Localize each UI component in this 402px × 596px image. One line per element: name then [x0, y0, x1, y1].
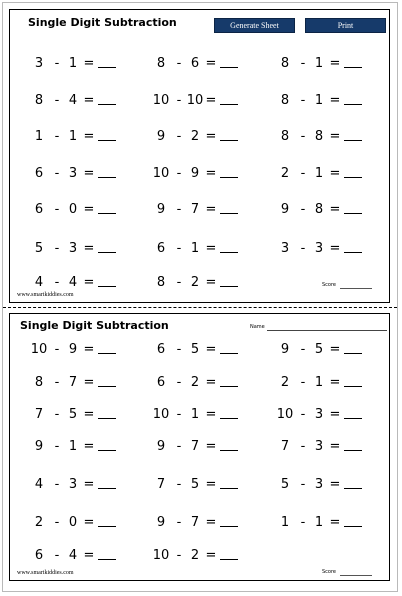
minuend: 8: [156, 275, 166, 290]
minuend: 9: [156, 439, 166, 454]
equals-sign: =: [329, 129, 341, 144]
minuend: 4: [34, 477, 44, 492]
minus-sign: -: [54, 241, 60, 256]
answer-blank[interactable]: [220, 92, 238, 105]
subtrahend: 9: [68, 342, 78, 357]
answer-blank[interactable]: [344, 240, 362, 253]
problem-row: [10, 55, 389, 73]
minuend: 2: [280, 166, 290, 181]
minuend: 9: [280, 202, 290, 217]
subtrahend: 0: [68, 202, 78, 217]
equals-sign: =: [83, 129, 95, 144]
equals-sign: =: [205, 375, 217, 390]
answer-blank[interactable]: [344, 201, 362, 214]
name-label: Name: [250, 324, 265, 330]
minus-sign: -: [54, 515, 60, 530]
minuend: 6: [156, 375, 166, 390]
cut-line: [3, 307, 397, 308]
subtrahend: 9: [190, 166, 200, 181]
worksheet-1: [9, 9, 390, 303]
equals-sign: =: [205, 241, 217, 256]
answer-blank[interactable]: [344, 55, 362, 68]
answer-blank[interactable]: [98, 514, 116, 527]
answer-blank[interactable]: [220, 128, 238, 141]
answer-blank[interactable]: [344, 406, 362, 419]
answer-blank[interactable]: [220, 547, 238, 560]
minuend: 10: [152, 166, 170, 181]
answer-blank[interactable]: [98, 201, 116, 214]
minuend: 6: [34, 202, 44, 217]
minus-sign: -: [176, 202, 182, 217]
equals-sign: =: [329, 93, 341, 108]
subtrahend: 2: [190, 129, 200, 144]
equals-sign: =: [205, 477, 217, 492]
equals-sign: =: [205, 166, 217, 181]
worksheet-title: Single Digit Subtraction: [28, 16, 177, 29]
answer-blank[interactable]: [344, 438, 362, 451]
generate-sheet-button[interactable]: Generate Sheet: [214, 18, 295, 33]
minus-sign: -: [300, 93, 306, 108]
problem-row: [10, 406, 389, 424]
minuend: 8: [34, 93, 44, 108]
equals-sign: =: [329, 515, 341, 530]
minuend: 9: [156, 129, 166, 144]
minus-sign: -: [300, 439, 306, 454]
subtrahend: 0: [68, 515, 78, 530]
subtrahend: 10: [186, 93, 204, 108]
subtrahend: 8: [314, 202, 324, 217]
subtrahend: 8: [314, 129, 324, 144]
equals-sign: =: [83, 515, 95, 530]
subtrahend: 3: [68, 166, 78, 181]
minus-sign: -: [300, 129, 306, 144]
equals-sign: =: [83, 93, 95, 108]
problem-row: [10, 438, 389, 456]
subtrahend: 2: [190, 548, 200, 563]
equals-sign: =: [205, 439, 217, 454]
minuend: 6: [34, 166, 44, 181]
subtrahend: 3: [68, 477, 78, 492]
minuend: 7: [34, 407, 44, 422]
subtrahend: 1: [68, 129, 78, 144]
minuend: 9: [34, 439, 44, 454]
problem-row: [10, 341, 389, 359]
answer-blank[interactable]: [98, 240, 116, 253]
minus-sign: -: [176, 166, 182, 181]
minus-sign: -: [54, 342, 60, 357]
minus-sign: -: [54, 439, 60, 454]
minus-sign: -: [300, 515, 306, 530]
subtrahend: 3: [314, 407, 324, 422]
equals-sign: =: [205, 548, 217, 563]
answer-blank[interactable]: [344, 374, 362, 387]
subtrahend: 1: [314, 375, 324, 390]
subtrahend: 3: [314, 241, 324, 256]
subtrahend: 4: [68, 548, 78, 563]
subtrahend: 2: [190, 375, 200, 390]
subtrahend: 1: [68, 56, 78, 71]
minus-sign: -: [300, 56, 306, 71]
equals-sign: =: [83, 275, 95, 290]
subtrahend: 7: [190, 439, 200, 454]
answer-blank[interactable]: [98, 374, 116, 387]
score-label: Score: [322, 569, 337, 575]
site-credit: www.smartkiddies.com: [17, 570, 74, 576]
subtrahend: 7: [68, 375, 78, 390]
minus-sign: -: [300, 375, 306, 390]
problem-row: [10, 92, 389, 110]
minus-sign: -: [54, 477, 60, 492]
name-blank: [267, 330, 387, 331]
answer-blank[interactable]: [98, 476, 116, 489]
minuend: 8: [280, 56, 290, 71]
equals-sign: =: [329, 477, 341, 492]
minus-sign: -: [300, 202, 306, 217]
problem-row: [10, 128, 389, 146]
equals-sign: =: [205, 407, 217, 422]
answer-blank[interactable]: [98, 55, 116, 68]
equals-sign: =: [83, 241, 95, 256]
equals-sign: =: [205, 202, 217, 217]
equals-sign: =: [205, 93, 217, 108]
problem-row: [10, 547, 389, 565]
minuend: 8: [156, 56, 166, 71]
subtrahend: 2: [190, 275, 200, 290]
answer-blank[interactable]: [98, 547, 116, 560]
subtrahend: 3: [314, 439, 324, 454]
answer-blank[interactable]: [220, 240, 238, 253]
equals-sign: =: [329, 342, 341, 357]
problem-row: [10, 476, 389, 494]
minuend: 6: [156, 342, 166, 357]
minus-sign: -: [54, 129, 60, 144]
minuend: 9: [156, 202, 166, 217]
equals-sign: =: [205, 515, 217, 530]
minuend: 8: [34, 375, 44, 390]
answer-blank[interactable]: [98, 92, 116, 105]
equals-sign: =: [83, 548, 95, 563]
answer-blank[interactable]: [98, 274, 116, 287]
minuend: 4: [34, 275, 44, 290]
minus-sign: -: [300, 166, 306, 181]
equals-sign: =: [329, 202, 341, 217]
answer-blank[interactable]: [220, 514, 238, 527]
answer-blank[interactable]: [344, 128, 362, 141]
equals-sign: =: [83, 202, 95, 217]
answer-blank[interactable]: [98, 406, 116, 419]
minus-sign: -: [176, 275, 182, 290]
print-button[interactable]: Print: [305, 18, 386, 33]
minus-sign: -: [176, 407, 182, 422]
answer-blank[interactable]: [344, 165, 362, 178]
minus-sign: -: [54, 548, 60, 563]
minuend: 2: [34, 515, 44, 530]
minuend: 9: [280, 342, 290, 357]
subtrahend: 1: [68, 439, 78, 454]
equals-sign: =: [205, 275, 217, 290]
subtrahend: 1: [314, 93, 324, 108]
equals-sign: =: [83, 166, 95, 181]
subtrahend: 7: [190, 202, 200, 217]
equals-sign: =: [205, 129, 217, 144]
problem-row: [10, 165, 389, 183]
equals-sign: =: [329, 407, 341, 422]
minus-sign: -: [300, 241, 306, 256]
subtrahend: 3: [314, 477, 324, 492]
subtrahend: 1: [190, 407, 200, 422]
minus-sign: -: [300, 477, 306, 492]
minus-sign: -: [54, 275, 60, 290]
minus-sign: -: [176, 129, 182, 144]
answer-blank[interactable]: [220, 438, 238, 451]
problem-row: [10, 514, 389, 532]
minuend: 3: [280, 241, 290, 256]
minus-sign: -: [54, 166, 60, 181]
equals-sign: =: [83, 407, 95, 422]
minuend: 10: [152, 407, 170, 422]
minus-sign: -: [300, 407, 306, 422]
answer-blank[interactable]: [220, 55, 238, 68]
equals-sign: =: [83, 56, 95, 71]
equals-sign: =: [329, 241, 341, 256]
answer-blank[interactable]: [220, 201, 238, 214]
minus-sign: -: [54, 407, 60, 422]
subtrahend: 7: [190, 515, 200, 530]
subtrahend: 6: [190, 56, 200, 71]
minus-sign: -: [176, 93, 182, 108]
answer-blank[interactable]: [220, 165, 238, 178]
problem-row: [10, 240, 389, 258]
minuend: 7: [280, 439, 290, 454]
answer-blank[interactable]: [220, 274, 238, 287]
answer-blank[interactable]: [98, 165, 116, 178]
equals-sign: =: [329, 375, 341, 390]
minuend: 1: [34, 129, 44, 144]
minuend: 1: [280, 515, 290, 530]
minuend: 2: [280, 375, 290, 390]
minuend: 8: [280, 129, 290, 144]
subtrahend: 5: [190, 342, 200, 357]
minus-sign: -: [176, 241, 182, 256]
minus-sign: -: [176, 342, 182, 357]
equals-sign: =: [205, 342, 217, 357]
answer-blank[interactable]: [220, 374, 238, 387]
subtrahend: 5: [314, 342, 324, 357]
answer-blank[interactable]: [220, 341, 238, 354]
minus-sign: -: [54, 93, 60, 108]
equals-sign: =: [329, 56, 341, 71]
subtrahend: 4: [68, 275, 78, 290]
score-blank: [340, 575, 372, 576]
minuend: 10: [276, 407, 294, 422]
problem-row: [10, 374, 389, 392]
answer-blank[interactable]: [98, 128, 116, 141]
answer-blank[interactable]: [344, 341, 362, 354]
answer-blank[interactable]: [98, 438, 116, 451]
subtrahend: 1: [190, 241, 200, 256]
minus-sign: -: [176, 56, 182, 71]
minuend: 8: [280, 93, 290, 108]
answer-blank[interactable]: [98, 341, 116, 354]
score-label: Score: [322, 282, 337, 288]
equals-sign: =: [83, 375, 95, 390]
minuend: 6: [34, 548, 44, 563]
equals-sign: =: [83, 477, 95, 492]
subtrahend: 1: [314, 515, 324, 530]
answer-blank[interactable]: [344, 92, 362, 105]
answer-blank[interactable]: [220, 476, 238, 489]
minuend: 6: [156, 241, 166, 256]
subtrahend: 5: [190, 477, 200, 492]
score-blank: [340, 288, 372, 289]
minuend: 5: [34, 241, 44, 256]
minuend: 5: [280, 477, 290, 492]
subtrahend: 1: [314, 166, 324, 181]
minus-sign: -: [176, 515, 182, 530]
equals-sign: =: [329, 166, 341, 181]
equals-sign: =: [205, 56, 217, 71]
minuend: 10: [30, 342, 48, 357]
answer-blank[interactable]: [344, 476, 362, 489]
problem-row: [10, 201, 389, 219]
equals-sign: =: [329, 439, 341, 454]
minuend: 3: [34, 56, 44, 71]
minus-sign: -: [176, 375, 182, 390]
minuend: 10: [152, 93, 170, 108]
subtrahend: 1: [314, 56, 324, 71]
answer-blank[interactable]: [344, 514, 362, 527]
minus-sign: -: [176, 548, 182, 563]
minus-sign: -: [54, 202, 60, 217]
equals-sign: =: [83, 439, 95, 454]
subtrahend: 5: [68, 407, 78, 422]
worksheet-title: Single Digit Subtraction: [20, 319, 169, 332]
subtrahend: 4: [68, 93, 78, 108]
equals-sign: =: [83, 342, 95, 357]
answer-blank[interactable]: [220, 406, 238, 419]
minus-sign: -: [176, 477, 182, 492]
minus-sign: -: [54, 375, 60, 390]
minuend: 10: [152, 548, 170, 563]
minus-sign: -: [176, 439, 182, 454]
worksheet-2: [9, 313, 390, 581]
minuend: 9: [156, 515, 166, 530]
minus-sign: -: [54, 56, 60, 71]
minuend: 7: [156, 477, 166, 492]
minus-sign: -: [300, 342, 306, 357]
site-credit: www.smartkiddies.com: [17, 292, 74, 298]
subtrahend: 3: [68, 241, 78, 256]
